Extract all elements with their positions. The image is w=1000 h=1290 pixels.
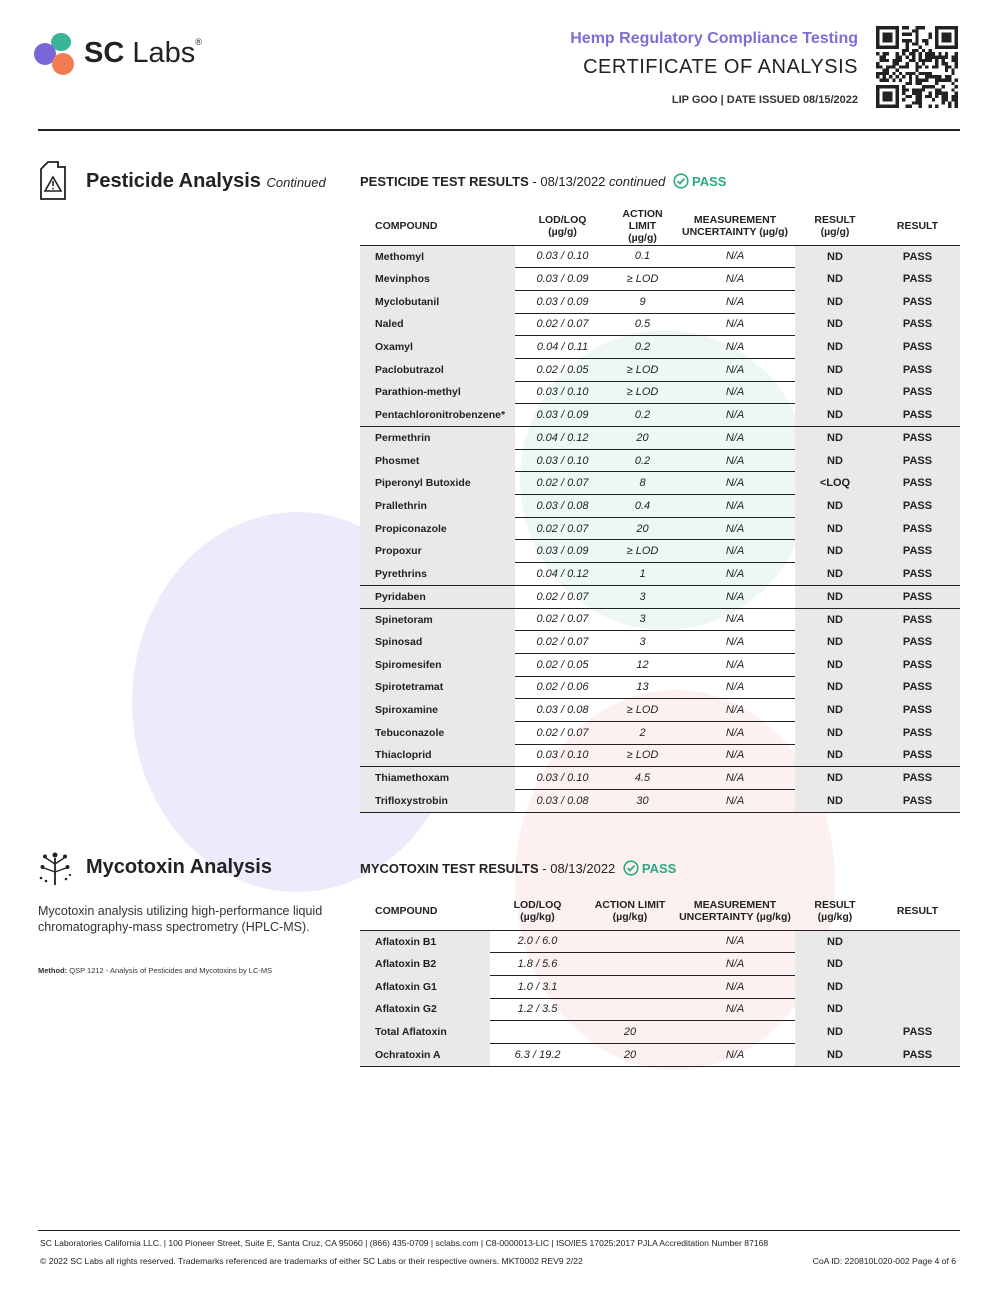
cell-lodloq: 0.03 / 0.09 bbox=[515, 540, 610, 563]
cell-result-status: PASS bbox=[875, 1021, 960, 1044]
pesticide-table-body bbox=[360, 245, 960, 812]
cell-uncertainty: N/A bbox=[675, 676, 795, 699]
table-row bbox=[360, 290, 960, 313]
col-action-limit bbox=[610, 207, 675, 245]
cell-uncertainty: N/A bbox=[675, 608, 795, 631]
cell-lodloq: 0.02 / 0.07 bbox=[515, 721, 610, 744]
table-row bbox=[360, 1043, 960, 1066]
cell-action-limit: 3 bbox=[610, 585, 675, 608]
cell-uncertainty: N/A bbox=[675, 381, 795, 404]
check-circle-icon bbox=[623, 860, 639, 876]
col-mu-unit: UNCERTAINTY (µg/kg) bbox=[679, 910, 791, 923]
cell-uncertainty: N/A bbox=[675, 1043, 795, 1066]
cell-result-value: ND bbox=[795, 336, 875, 359]
col-uncertainty bbox=[675, 892, 795, 930]
cell-result-value: ND bbox=[795, 585, 875, 608]
cell-action-limit: 0.5 bbox=[610, 313, 675, 336]
qr-code-icon bbox=[876, 26, 958, 108]
cell-lodloq: 0.03 / 0.09 bbox=[515, 404, 610, 427]
cell-result-value: ND bbox=[795, 1021, 875, 1044]
cell-compound: Piperonyl Butoxide bbox=[360, 472, 515, 495]
cell-result-value: ND bbox=[795, 358, 875, 381]
cell-lodloq: 6.3 / 19.2 bbox=[490, 1043, 585, 1066]
col-lodloq-unit: (µg/g) bbox=[548, 225, 577, 238]
cell-lodloq: 0.03 / 0.10 bbox=[515, 744, 610, 767]
cell-lodloq: 0.03 / 0.10 bbox=[515, 767, 610, 790]
cell-action-limit bbox=[585, 930, 675, 953]
table-header-row bbox=[360, 207, 960, 245]
cell-compound: Myclobutanil bbox=[360, 290, 515, 313]
cell-result-status: PASS bbox=[875, 790, 960, 813]
col-lodloq-label: LOD/LOQ bbox=[538, 213, 587, 226]
cell-action-limit: 2 bbox=[610, 721, 675, 744]
header-rule bbox=[38, 129, 960, 131]
cell-compound: Propiconazole bbox=[360, 517, 515, 540]
cell-result-status: PASS bbox=[875, 653, 960, 676]
cell-action-limit bbox=[585, 953, 675, 976]
table-row bbox=[360, 404, 960, 427]
cell-result-value: ND bbox=[795, 653, 875, 676]
cell-lodloq: 0.02 / 0.05 bbox=[515, 358, 610, 381]
table-row bbox=[360, 563, 960, 586]
cell-uncertainty: N/A bbox=[675, 721, 795, 744]
cell-uncertainty: N/A bbox=[675, 585, 795, 608]
cell-result-status: PASS bbox=[875, 721, 960, 744]
cell-action-limit: 20 bbox=[610, 517, 675, 540]
cell-lodloq: 0.03 / 0.10 bbox=[515, 245, 610, 268]
cell-uncertainty: N/A bbox=[675, 245, 795, 268]
logo-dot-orange bbox=[52, 53, 74, 75]
footer-rule bbox=[38, 1230, 960, 1231]
col-result-status: RESULT bbox=[896, 219, 939, 232]
cell-compound: Spiromesifen bbox=[360, 653, 515, 676]
cell-result-status: PASS bbox=[875, 676, 960, 699]
table-row bbox=[360, 721, 960, 744]
cell-lodloq: 2.0 / 6.0 bbox=[490, 930, 585, 953]
table-row bbox=[360, 495, 960, 518]
cell-compound: Propoxur bbox=[360, 540, 515, 563]
cell-result-status: PASS bbox=[875, 1043, 960, 1066]
cell-result-value: ND bbox=[795, 631, 875, 654]
cell-action-limit: 30 bbox=[610, 790, 675, 813]
cell-action-limit: 20 bbox=[585, 1043, 675, 1066]
table-row bbox=[360, 313, 960, 336]
table-row bbox=[360, 585, 960, 608]
cell-uncertainty: N/A bbox=[675, 975, 795, 998]
cell-lodloq: 0.03 / 0.09 bbox=[515, 290, 610, 313]
cell-result-value: ND bbox=[795, 540, 875, 563]
logo-registered-mark: ® bbox=[195, 37, 202, 47]
cell-uncertainty: N/A bbox=[675, 631, 795, 654]
table-row bbox=[360, 336, 960, 359]
cell-result-value: ND bbox=[795, 790, 875, 813]
cell-action-limit: 0.2 bbox=[610, 336, 675, 359]
table-row bbox=[360, 930, 960, 953]
cell-result-status: PASS bbox=[875, 290, 960, 313]
col-result-unit: (µg/g) bbox=[820, 225, 850, 238]
cell-uncertainty: N/A bbox=[675, 790, 795, 813]
cell-lodloq: 0.03 / 0.08 bbox=[515, 790, 610, 813]
cell-result-value: ND bbox=[795, 245, 875, 268]
header-title: CERTIFICATE OF ANALYSIS bbox=[583, 56, 858, 78]
cell-uncertainty: N/A bbox=[675, 290, 795, 313]
cell-compound: Mevinphos bbox=[360, 268, 515, 291]
col-result-status: RESULT bbox=[896, 904, 939, 917]
table-row bbox=[360, 540, 960, 563]
cell-lodloq: 0.04 / 0.12 bbox=[515, 427, 610, 450]
cell-lodloq: 1.8 / 5.6 bbox=[490, 953, 585, 976]
table-row bbox=[360, 358, 960, 381]
table-row bbox=[360, 381, 960, 404]
cell-action-limit: 3 bbox=[610, 608, 675, 631]
cell-lodloq: 0.03 / 0.08 bbox=[515, 699, 610, 722]
mycotoxin-results-date: - 08/13/2022 bbox=[538, 861, 616, 876]
cell-result-status: PASS bbox=[875, 585, 960, 608]
col-action-unit: (µg/kg) bbox=[612, 910, 648, 923]
cell-compound: Thiamethoxam bbox=[360, 767, 515, 790]
footer-coa-id: CoA ID: 220810L020-002 Page 4 of 6 bbox=[812, 1256, 956, 1266]
cell-result-status: PASS bbox=[875, 517, 960, 540]
mycotoxin-table-body bbox=[360, 930, 960, 1066]
cell-lodloq bbox=[490, 1021, 585, 1044]
cell-result-value: ND bbox=[795, 381, 875, 404]
cell-result-value: ND bbox=[795, 495, 875, 518]
cell-result-value: ND bbox=[795, 313, 875, 336]
cell-uncertainty: N/A bbox=[675, 930, 795, 953]
cell-result-value: ND bbox=[795, 767, 875, 790]
table-row bbox=[360, 953, 960, 976]
cell-compound: Methomyl bbox=[360, 245, 515, 268]
cell-lodloq: 0.02 / 0.07 bbox=[515, 585, 610, 608]
cell-compound: Total Aflatoxin bbox=[360, 1021, 490, 1044]
cell-uncertainty: N/A bbox=[675, 767, 795, 790]
client-name: LIP GOO bbox=[671, 94, 718, 106]
cell-compound: Permethrin bbox=[360, 427, 515, 450]
cell-result-value: ND bbox=[795, 699, 875, 722]
cell-uncertainty: N/A bbox=[675, 404, 795, 427]
cell-result-value: ND bbox=[795, 1043, 875, 1066]
cell-result-status: PASS bbox=[875, 313, 960, 336]
cell-result-value: <LOQ bbox=[795, 472, 875, 495]
table-row bbox=[360, 268, 960, 291]
mycotoxin-results-title: MYCOTOXIN TEST RESULTS bbox=[360, 861, 539, 876]
col-action-label: ACTION LIMIT bbox=[622, 207, 663, 232]
cell-result-value: ND bbox=[795, 404, 875, 427]
pesticide-results-date: - 08/13/2022 bbox=[528, 174, 610, 189]
table-row bbox=[360, 245, 960, 268]
cell-result-status: PASS bbox=[875, 767, 960, 790]
cell-action-limit: 0.2 bbox=[610, 404, 675, 427]
pesticide-results-title: PESTICIDE TEST RESULTS bbox=[360, 174, 529, 189]
pesticide-jug-icon bbox=[38, 159, 68, 201]
cell-compound: Pyrethrins bbox=[360, 563, 515, 586]
cell-compound: Aflatoxin B1 bbox=[360, 930, 490, 953]
cell-action-limit bbox=[585, 975, 675, 998]
col-mu-label: MEASUREMENT bbox=[693, 213, 777, 226]
cell-action-limit: 8 bbox=[610, 472, 675, 495]
col-uncertainty bbox=[675, 207, 795, 245]
cell-result-status: PASS bbox=[875, 631, 960, 654]
col-lodloq-label: LOD/LOQ bbox=[513, 898, 562, 911]
table-row bbox=[360, 449, 960, 472]
cell-compound: Parathion-methyl bbox=[360, 381, 515, 404]
cell-result-value: ND bbox=[795, 517, 875, 540]
cell-result-status bbox=[875, 975, 960, 998]
cell-compound: Tebuconazole bbox=[360, 721, 515, 744]
cell-result-value: ND bbox=[795, 975, 875, 998]
cell-action-limit: 9 bbox=[610, 290, 675, 313]
cell-result-value: ND bbox=[795, 268, 875, 291]
cell-compound: Prallethrin bbox=[360, 495, 515, 518]
cell-uncertainty: N/A bbox=[675, 653, 795, 676]
cell-lodloq: 0.03 / 0.10 bbox=[515, 381, 610, 404]
cell-result-status: PASS bbox=[875, 699, 960, 722]
cell-uncertainty: N/A bbox=[675, 517, 795, 540]
pesticide-results-table bbox=[360, 207, 960, 813]
cell-action-limit: ≥ LOD bbox=[610, 540, 675, 563]
cell-result-status: PASS bbox=[875, 245, 960, 268]
cell-compound: Paclobutrazol bbox=[360, 358, 515, 381]
mycotoxin-pass-badge: PASS bbox=[641, 861, 677, 876]
cell-uncertainty: N/A bbox=[675, 744, 795, 767]
cell-result-status: PASS bbox=[875, 381, 960, 404]
cell-result-status: PASS bbox=[875, 744, 960, 767]
cell-result-value: ND bbox=[795, 290, 875, 313]
cell-lodloq: 0.02 / 0.07 bbox=[515, 313, 610, 336]
mycotoxin-results-table bbox=[360, 892, 960, 1067]
cell-lodloq: 0.02 / 0.07 bbox=[515, 631, 610, 654]
cell-result-status: PASS bbox=[875, 563, 960, 586]
cell-compound: Thiacloprid bbox=[360, 744, 515, 767]
cell-result-status: PASS bbox=[875, 449, 960, 472]
cell-lodloq: 1.0 / 3.1 bbox=[490, 975, 585, 998]
table-row bbox=[360, 631, 960, 654]
pesticide-pass-badge: PASS bbox=[692, 174, 727, 189]
cell-uncertainty bbox=[675, 1021, 795, 1044]
cell-result-value: ND bbox=[795, 744, 875, 767]
cell-result-status bbox=[875, 998, 960, 1021]
col-result-value bbox=[795, 207, 875, 245]
col-lodloq-unit: (µg/kg) bbox=[520, 910, 555, 923]
cell-uncertainty: N/A bbox=[675, 540, 795, 563]
footer-copyright: © 2022 SC Labs all rights reserved. Trademarks referenced are trademarks of either SC Labs or their respective owners. MKT0002 REV9 2/22 bbox=[40, 1256, 583, 1266]
cell-result-status: PASS bbox=[875, 336, 960, 359]
header-meta bbox=[672, 94, 858, 106]
table-row bbox=[360, 767, 960, 790]
cell-action-limit: 0.4 bbox=[610, 495, 675, 518]
cell-uncertainty: N/A bbox=[675, 268, 795, 291]
cell-action-limit: ≥ LOD bbox=[610, 381, 675, 404]
cell-lodloq: 1.2 / 3.5 bbox=[490, 998, 585, 1021]
table-row bbox=[360, 744, 960, 767]
check-circle-icon bbox=[673, 173, 689, 189]
pesticide-results-heading bbox=[360, 173, 726, 189]
table-header-row bbox=[360, 892, 960, 930]
table-row bbox=[360, 1021, 960, 1044]
table-row bbox=[360, 790, 960, 813]
date-issued: DATE ISSUED 08/15/2022 bbox=[726, 94, 858, 106]
col-lodloq bbox=[515, 207, 610, 245]
cell-action-limit bbox=[585, 998, 675, 1021]
mold-plant-icon bbox=[38, 850, 72, 886]
cell-action-limit: 0.1 bbox=[610, 245, 675, 268]
cell-compound: Naled bbox=[360, 313, 515, 336]
cell-compound: Oxamyl bbox=[360, 336, 515, 359]
cell-result-value: ND bbox=[795, 953, 875, 976]
table-row bbox=[360, 975, 960, 998]
mycotoxin-method bbox=[38, 965, 288, 976]
cell-uncertainty: N/A bbox=[675, 699, 795, 722]
cell-lodloq: 0.02 / 0.07 bbox=[515, 472, 610, 495]
table-row bbox=[360, 517, 960, 540]
cell-compound: Spiroxamine bbox=[360, 699, 515, 722]
cell-action-limit: 0.2 bbox=[610, 449, 675, 472]
cell-result-status: PASS bbox=[875, 404, 960, 427]
cell-uncertainty: N/A bbox=[675, 998, 795, 1021]
col-mu-unit: UNCERTAINTY (µg/g) bbox=[682, 225, 788, 238]
logo-text-rest: Labs bbox=[124, 37, 196, 69]
cell-action-limit: ≥ LOD bbox=[610, 699, 675, 722]
cell-result-value: ND bbox=[795, 608, 875, 631]
cell-compound: Spirotetramat bbox=[360, 676, 515, 699]
col-action-unit: (µg/g) bbox=[628, 231, 657, 244]
col-result-label: RESULT bbox=[814, 213, 856, 226]
cell-action-limit: 1 bbox=[610, 563, 675, 586]
logo-text-bold: SC bbox=[84, 37, 125, 69]
pesticide-title-text: Pesticide Analysis bbox=[86, 170, 261, 192]
cell-compound: Spinetoram bbox=[360, 608, 515, 631]
col-mu-label: MEASUREMENT bbox=[693, 898, 777, 911]
cell-lodloq: 0.03 / 0.10 bbox=[515, 449, 610, 472]
sc-labs-logo bbox=[34, 33, 224, 79]
cell-compound: Aflatoxin B2 bbox=[360, 953, 490, 976]
cell-action-limit: 20 bbox=[585, 1021, 675, 1044]
cell-result-status: PASS bbox=[875, 427, 960, 450]
table-row bbox=[360, 699, 960, 722]
cell-action-limit: 3 bbox=[610, 631, 675, 654]
mycotoxin-section-title: Mycotoxin Analysis bbox=[86, 856, 272, 878]
cell-compound: Pyridaben bbox=[360, 585, 515, 608]
table-row bbox=[360, 608, 960, 631]
pesticide-section-title bbox=[86, 170, 326, 193]
table-row bbox=[360, 998, 960, 1021]
cell-result-status: PASS bbox=[875, 358, 960, 381]
cell-compound: Aflatoxin G1 bbox=[360, 975, 490, 998]
cell-result-status: PASS bbox=[875, 472, 960, 495]
cell-uncertainty: N/A bbox=[675, 313, 795, 336]
cell-compound: Phosmet bbox=[360, 449, 515, 472]
cell-compound: Spinosad bbox=[360, 631, 515, 654]
table-row bbox=[360, 653, 960, 676]
logo-text bbox=[84, 37, 202, 70]
cell-uncertainty: N/A bbox=[675, 427, 795, 450]
col-compound: COMPOUND bbox=[375, 219, 438, 232]
cell-action-limit: 4.5 bbox=[610, 767, 675, 790]
cell-action-limit: 13 bbox=[610, 676, 675, 699]
cell-lodloq: 0.04 / 0.11 bbox=[515, 336, 610, 359]
method-text: QSP 1212 - Analysis of Pesticides and Mycotoxins by LC-MS bbox=[67, 966, 273, 975]
table-row bbox=[360, 472, 960, 495]
cell-lodloq: 0.03 / 0.08 bbox=[515, 495, 610, 518]
cell-lodloq: 0.02 / 0.05 bbox=[515, 653, 610, 676]
cell-lodloq: 0.02 / 0.07 bbox=[515, 517, 610, 540]
cell-result-value: ND bbox=[795, 998, 875, 1021]
cell-result-value: ND bbox=[795, 676, 875, 699]
col-result-unit: (µg/kg) bbox=[817, 910, 853, 923]
cell-action-limit: 12 bbox=[610, 653, 675, 676]
cell-compound: Trifloxystrobin bbox=[360, 790, 515, 813]
cell-result-value: ND bbox=[795, 449, 875, 472]
col-lodloq bbox=[490, 892, 585, 930]
header-subtitle: Hemp Regulatory Compliance Testing bbox=[570, 30, 858, 47]
footer-company-info: SC Laboratories California LLC. | 100 Pioneer Street, Suite E, Santa Cruz, CA 95060 | (866) 435-0709 | sclabs.com | C8-0000013-LIC | ISO/IES 17025:2017 PJLA Accreditation Number 87168 bbox=[40, 1238, 769, 1248]
cell-result-status: PASS bbox=[875, 268, 960, 291]
cell-result-value: ND bbox=[795, 930, 875, 953]
cell-action-limit: ≥ LOD bbox=[610, 268, 675, 291]
cell-action-limit: ≥ LOD bbox=[610, 744, 675, 767]
cell-result-value: ND bbox=[795, 427, 875, 450]
table-row bbox=[360, 676, 960, 699]
mycotoxin-description: Mycotoxin analysis utilizing high-performance liquid chromatography-mass spectrometry (HPLC-MS). bbox=[38, 904, 323, 934]
cell-result-status: PASS bbox=[875, 540, 960, 563]
cell-lodloq: 0.04 / 0.12 bbox=[515, 563, 610, 586]
cell-uncertainty: N/A bbox=[675, 449, 795, 472]
cell-result-value: ND bbox=[795, 721, 875, 744]
cell-uncertainty: N/A bbox=[675, 336, 795, 359]
cell-result-value: ND bbox=[795, 563, 875, 586]
pesticide-results-continued: continued bbox=[609, 174, 666, 189]
cell-action-limit: ≥ LOD bbox=[610, 358, 675, 381]
mycotoxin-results-heading bbox=[360, 860, 676, 876]
cell-lodloq: 0.03 / 0.09 bbox=[515, 268, 610, 291]
cell-compound: Aflatoxin G2 bbox=[360, 998, 490, 1021]
cell-uncertainty: N/A bbox=[675, 495, 795, 518]
col-result-value bbox=[795, 892, 875, 930]
meta-separator: | bbox=[720, 94, 724, 106]
cell-compound: Ochratoxin A bbox=[360, 1043, 490, 1066]
table-row bbox=[360, 427, 960, 450]
cell-result-status bbox=[875, 930, 960, 953]
col-action-limit bbox=[585, 892, 675, 930]
col-compound: COMPOUND bbox=[375, 904, 438, 917]
cell-lodloq: 0.02 / 0.07 bbox=[515, 608, 610, 631]
cell-uncertainty: N/A bbox=[675, 953, 795, 976]
cell-lodloq: 0.02 / 0.06 bbox=[515, 676, 610, 699]
cell-uncertainty: N/A bbox=[675, 563, 795, 586]
cell-action-limit: 20 bbox=[610, 427, 675, 450]
col-result-label: RESULT bbox=[814, 898, 856, 911]
col-action-label: ACTION LIMIT bbox=[594, 898, 666, 911]
cell-uncertainty: N/A bbox=[675, 472, 795, 495]
cell-uncertainty: N/A bbox=[675, 358, 795, 381]
cell-compound: Pentachloronitrobenzene* bbox=[360, 404, 515, 427]
method-label: Method: bbox=[38, 966, 68, 975]
cell-result-status bbox=[875, 953, 960, 976]
pesticide-continued-label: Continued bbox=[266, 175, 326, 190]
cell-result-status: PASS bbox=[875, 608, 960, 631]
cell-result-status: PASS bbox=[875, 495, 960, 518]
